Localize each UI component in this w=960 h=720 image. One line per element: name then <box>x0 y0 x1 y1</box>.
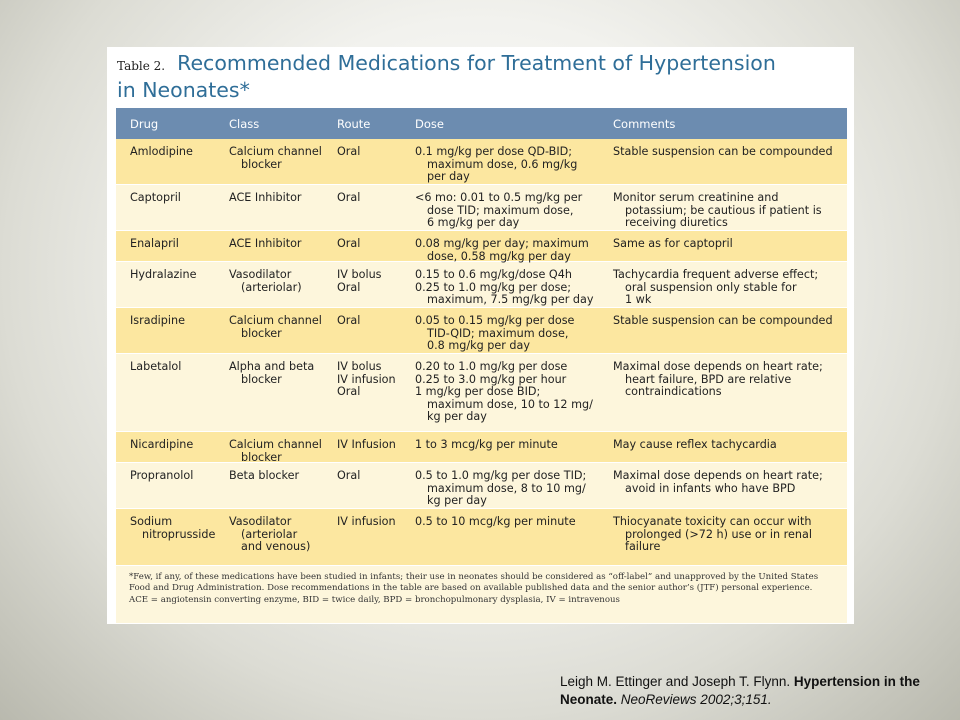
cell-route <box>323 439 401 462</box>
cell-class <box>215 361 323 431</box>
cell-line: 1 to 3 mcg/kg per minute <box>415 438 558 451</box>
cell-route <box>323 470 401 508</box>
header-comments: Comments <box>613 116 676 131</box>
cell-line: 0.1 mg/kg per dose QD-BID; <box>415 145 573 158</box>
footnote-line: Food and Drug Administration. Dose recommendations in the table are based on available published data and the senior author’s (JTF) personal experience. <box>129 583 813 594</box>
cell-line: Maximal dose depends on heart rate; <box>613 360 823 373</box>
header-dose: Dose <box>415 116 444 131</box>
table-row <box>116 262 847 308</box>
footnote-line: ACE = angiotensin converting enzyme, BID = twice daily, BPD = bronchopulmonary dysplasia, IV = intravenous <box>129 594 620 605</box>
cell-line: Oral <box>337 237 361 250</box>
cell-drug <box>116 439 215 462</box>
cell-line: IV bolus <box>337 360 382 373</box>
cell-class <box>215 516 323 565</box>
cell-route <box>323 146 401 184</box>
cell-comments <box>599 146 847 184</box>
cell-line: May cause reflex tachycardia <box>613 438 777 451</box>
cell-line: 1 wk <box>625 293 652 306</box>
cell-line: blocker <box>241 326 282 340</box>
cell-line: Tachycardia frequent adverse effect; <box>613 268 819 281</box>
cell-line: failure <box>625 540 661 553</box>
cell-line: Propranolol <box>130 469 194 482</box>
cell-line: potassium; be cautious if patient is <box>625 203 822 217</box>
cell-line: maximum dose, 8 to 10 mg/ <box>427 481 586 495</box>
cell-class <box>215 470 323 508</box>
cell-line: Oral <box>337 280 361 294</box>
cell-line: prolonged (>72 h) use or in renal <box>625 527 812 541</box>
cell-comments <box>599 192 847 230</box>
table-footnote <box>116 566 847 623</box>
cell-class <box>215 439 323 462</box>
cell-line: TID-QID; maximum dose, <box>427 326 569 340</box>
cell-line: Oral <box>337 145 361 158</box>
cell-route <box>323 315 401 353</box>
cell-route <box>323 269 401 307</box>
cell-line: dose TID; maximum dose, <box>427 203 574 217</box>
cell-line: 1 mg/kg per dose BID; <box>415 385 541 398</box>
cell-dose <box>401 315 599 353</box>
cell-line: blocker <box>241 372 282 386</box>
cell-comments <box>599 269 847 307</box>
cell-line: Oral <box>337 314 361 327</box>
cell-line: blocker <box>241 450 282 464</box>
table-row <box>116 231 847 262</box>
cell-line: nitroprusside <box>142 527 216 541</box>
medications-table <box>116 108 847 617</box>
cell-class <box>215 146 323 184</box>
cell-line: contraindications <box>625 385 722 398</box>
cell-comments <box>599 470 847 508</box>
header-drug: Drug <box>130 116 159 131</box>
cell-line: heart failure, BPD are relative <box>625 372 792 386</box>
citation-title: Hypertension in the Neonate. <box>560 674 920 707</box>
cell-line: 0.20 to 1.0 mg/kg per dose <box>415 360 568 373</box>
cell-comments <box>599 361 847 431</box>
citation-journal: NeoReviews 2002;3;151. <box>620 692 772 707</box>
table-row <box>116 432 847 463</box>
cell-line: Beta blocker <box>229 469 300 482</box>
cell-line: Oral <box>337 469 361 482</box>
cell-line: maximum dose, 10 to 12 mg/ <box>427 397 593 411</box>
cell-line: Captopril <box>130 191 181 204</box>
cell-line: (arteriolar <box>241 527 298 541</box>
cell-line: 0.15 to 0.6 mg/kg/dose Q4h <box>415 268 572 281</box>
cell-line: 0.25 to 1.0 mg/kg per dose; <box>415 280 572 294</box>
cell-line: dose, 0.58 mg/kg per day <box>427 249 571 263</box>
cell-line: Oral <box>337 385 361 398</box>
cell-line: maximum dose, 0.6 mg/kg <box>427 157 578 171</box>
title-line-2: in Neonates* <box>117 78 250 102</box>
cell-line: Nicardipine <box>130 438 194 451</box>
cell-route <box>323 238 401 261</box>
cell-dose <box>401 146 599 184</box>
cell-drug <box>116 192 215 230</box>
cell-route <box>323 361 401 431</box>
cell-dose <box>401 192 599 230</box>
cell-line: maximum, 7.5 mg/kg per day <box>427 293 594 306</box>
cell-line: Vasodilator <box>229 515 292 528</box>
cell-line: IV bolus <box>337 268 382 281</box>
cell-line: blocker <box>241 157 282 171</box>
cell-line: IV Infusion <box>337 438 396 451</box>
cell-comments <box>599 516 847 565</box>
cell-drug <box>116 516 215 565</box>
cell-drug <box>116 361 215 431</box>
cell-line: Stable suspension can be compounded <box>613 145 833 158</box>
cell-line: Oral <box>337 191 361 204</box>
cell-dose <box>401 470 599 508</box>
cell-line: Alpha and beta <box>229 360 315 373</box>
citation <box>560 673 955 709</box>
cell-line: Thiocyanate toxicity can occur with <box>613 515 812 528</box>
table-row <box>116 139 847 185</box>
cell-line: Isradipine <box>130 314 185 327</box>
cell-line: Maximal dose depends on heart rate; <box>613 469 823 482</box>
cell-drug <box>116 146 215 184</box>
cell-comments <box>599 238 847 261</box>
table-row <box>116 463 847 509</box>
cell-line: per day <box>427 170 470 183</box>
table-row <box>116 185 847 231</box>
cell-line: Amlodipine <box>130 145 193 158</box>
cell-drug <box>116 238 215 261</box>
cell-drug <box>116 315 215 353</box>
header-route: Route <box>337 116 371 131</box>
cell-line: Calcium channel <box>229 145 322 158</box>
cell-line: (arteriolar) <box>241 280 302 294</box>
cell-dose <box>401 269 599 307</box>
table-figure <box>107 47 854 624</box>
cell-line: ACE Inhibitor <box>229 191 302 204</box>
table-row <box>116 354 847 432</box>
table-header <box>116 108 847 139</box>
cell-class <box>215 192 323 230</box>
cell-line: Labetalol <box>130 360 182 373</box>
cell-drug <box>116 470 215 508</box>
cell-line: avoid in infants who have BPD <box>625 481 796 495</box>
cell-line: 0.5 to 10 mcg/kg per minute <box>415 515 576 528</box>
cell-dose <box>401 516 599 565</box>
cell-dose <box>401 238 599 261</box>
cell-line: receiving diuretics <box>625 216 728 229</box>
table-title <box>117 51 847 102</box>
cell-line: 0.5 to 1.0 mg/kg per dose TID; <box>415 469 587 482</box>
cell-line: Hydralazine <box>130 268 197 281</box>
cell-route <box>323 192 401 230</box>
cell-line: Stable suspension can be compounded <box>613 314 833 327</box>
cell-class <box>215 315 323 353</box>
cell-line: 6 mg/kg per day <box>427 216 520 229</box>
cell-line: IV infusion <box>337 372 396 386</box>
cell-line: 0.08 mg/kg per day; maximum <box>415 237 589 250</box>
cell-class <box>215 269 323 307</box>
cell-dose <box>401 439 599 462</box>
header-class: Class <box>229 116 260 131</box>
cell-line: 0.25 to 3.0 mg/kg per hour <box>415 372 567 386</box>
cell-line: <6 mo: 0.01 to 0.5 mg/kg per <box>415 191 583 204</box>
cell-line: 0.8 mg/kg per day <box>427 339 530 352</box>
cell-line: and venous) <box>241 540 311 553</box>
cell-line: kg per day <box>427 410 487 423</box>
cell-line: Same as for captopril <box>613 237 733 250</box>
table-label: Table 2. <box>117 59 166 73</box>
citation-authors: Leigh M. Ettinger and Joseph T. Flynn. <box>560 674 791 689</box>
cell-line: Sodium <box>130 515 173 528</box>
table-body <box>116 139 847 566</box>
cell-line: Calcium channel <box>229 314 322 327</box>
cell-comments <box>599 439 847 462</box>
footnote-line: *Few, if any, of these medications have been studied in infants; their use in neonates should be considered as “off-label” and unapproved by the United States <box>129 572 819 582</box>
cell-line: kg per day <box>427 494 487 507</box>
cell-route <box>323 516 401 565</box>
cell-line: 0.05 to 0.15 mg/kg per dose <box>415 314 575 327</box>
cell-line: Calcium channel <box>229 438 322 451</box>
cell-line: Vasodilator <box>229 268 292 281</box>
cell-line: ACE Inhibitor <box>229 237 302 250</box>
table-row <box>116 509 847 566</box>
cell-line: Monitor serum creatinine and <box>613 191 779 204</box>
cell-line: Enalapril <box>130 237 179 250</box>
cell-dose <box>401 361 599 431</box>
cell-comments <box>599 315 847 353</box>
table-row <box>116 308 847 354</box>
cell-line: oral suspension only stable for <box>625 280 797 294</box>
cell-class <box>215 238 323 261</box>
cell-line: IV infusion <box>337 515 396 528</box>
cell-drug <box>116 269 215 307</box>
title-line-1: Recommended Medications for Treatment of Hypertension <box>177 51 776 75</box>
